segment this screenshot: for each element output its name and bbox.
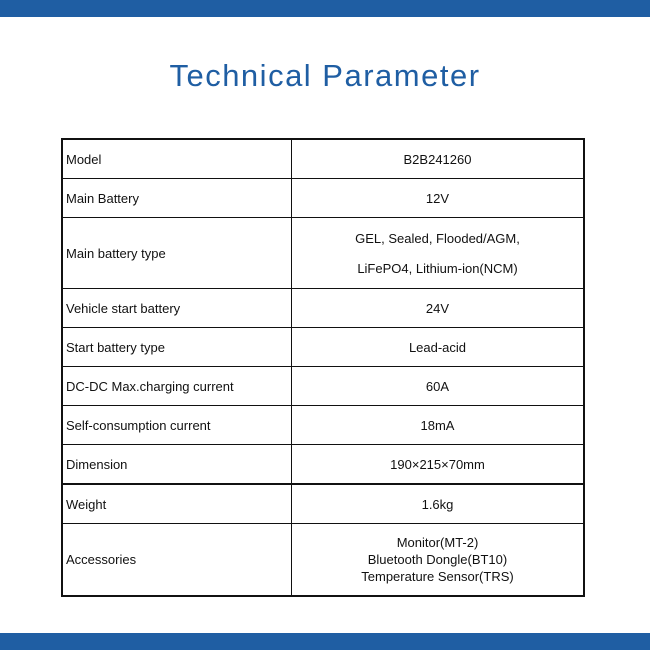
- row-value: B2B241260: [292, 139, 585, 179]
- row-label: Weight: [62, 484, 292, 524]
- table-row-self-consumption-current: [62, 406, 584, 445]
- row-value: 1.6kg: [292, 484, 585, 524]
- row-label: Vehicle start battery: [62, 289, 292, 328]
- table-row-max-charging-current: [62, 367, 584, 406]
- row-value: [292, 218, 585, 289]
- row-label: Main Battery: [62, 179, 292, 218]
- row-label: Dimension: [62, 445, 292, 485]
- table-row-accessories: [62, 524, 584, 597]
- row-value: [292, 524, 585, 597]
- parameter-table: [61, 138, 585, 597]
- table-row-main-battery: [62, 179, 584, 218]
- row-value: 18mA: [292, 406, 585, 445]
- row-label: Self-consumption current: [62, 406, 292, 445]
- table-row-main-battery-type: [62, 218, 584, 289]
- row-label: Main battery type: [62, 218, 292, 289]
- row-value: Lead-acid: [292, 328, 585, 367]
- row-value: 12V: [292, 179, 585, 218]
- value-line: LiFePO4, Lithium-ion(NCM): [357, 260, 518, 276]
- row-value: 190×215×70mm: [292, 445, 585, 485]
- table-row-start-battery-type: [62, 328, 584, 367]
- table-row-weight: [62, 484, 584, 524]
- value-line: GEL, Sealed, Flooded/AGM,: [355, 230, 520, 246]
- value-line: Bluetooth Dongle(BT10): [367, 552, 508, 567]
- row-label: Model: [62, 139, 292, 179]
- row-label: Accessories: [62, 524, 292, 597]
- value-line: Monitor(MT-2): [396, 535, 479, 550]
- value-line: Temperature Sensor(TRS): [361, 569, 514, 584]
- top-accent-band: [0, 0, 650, 17]
- page-title: Technical Parameter: [169, 58, 481, 93]
- row-label: DC-DC Max.charging current: [62, 367, 292, 406]
- table-row-vehicle-start-battery: [62, 289, 584, 328]
- bottom-accent-band: [0, 633, 650, 650]
- table-row-dimension: [62, 445, 584, 485]
- row-label: Start battery type: [62, 328, 292, 367]
- row-value: 24V: [292, 289, 585, 328]
- row-value: 60A: [292, 367, 585, 406]
- table-row-model: [62, 139, 584, 179]
